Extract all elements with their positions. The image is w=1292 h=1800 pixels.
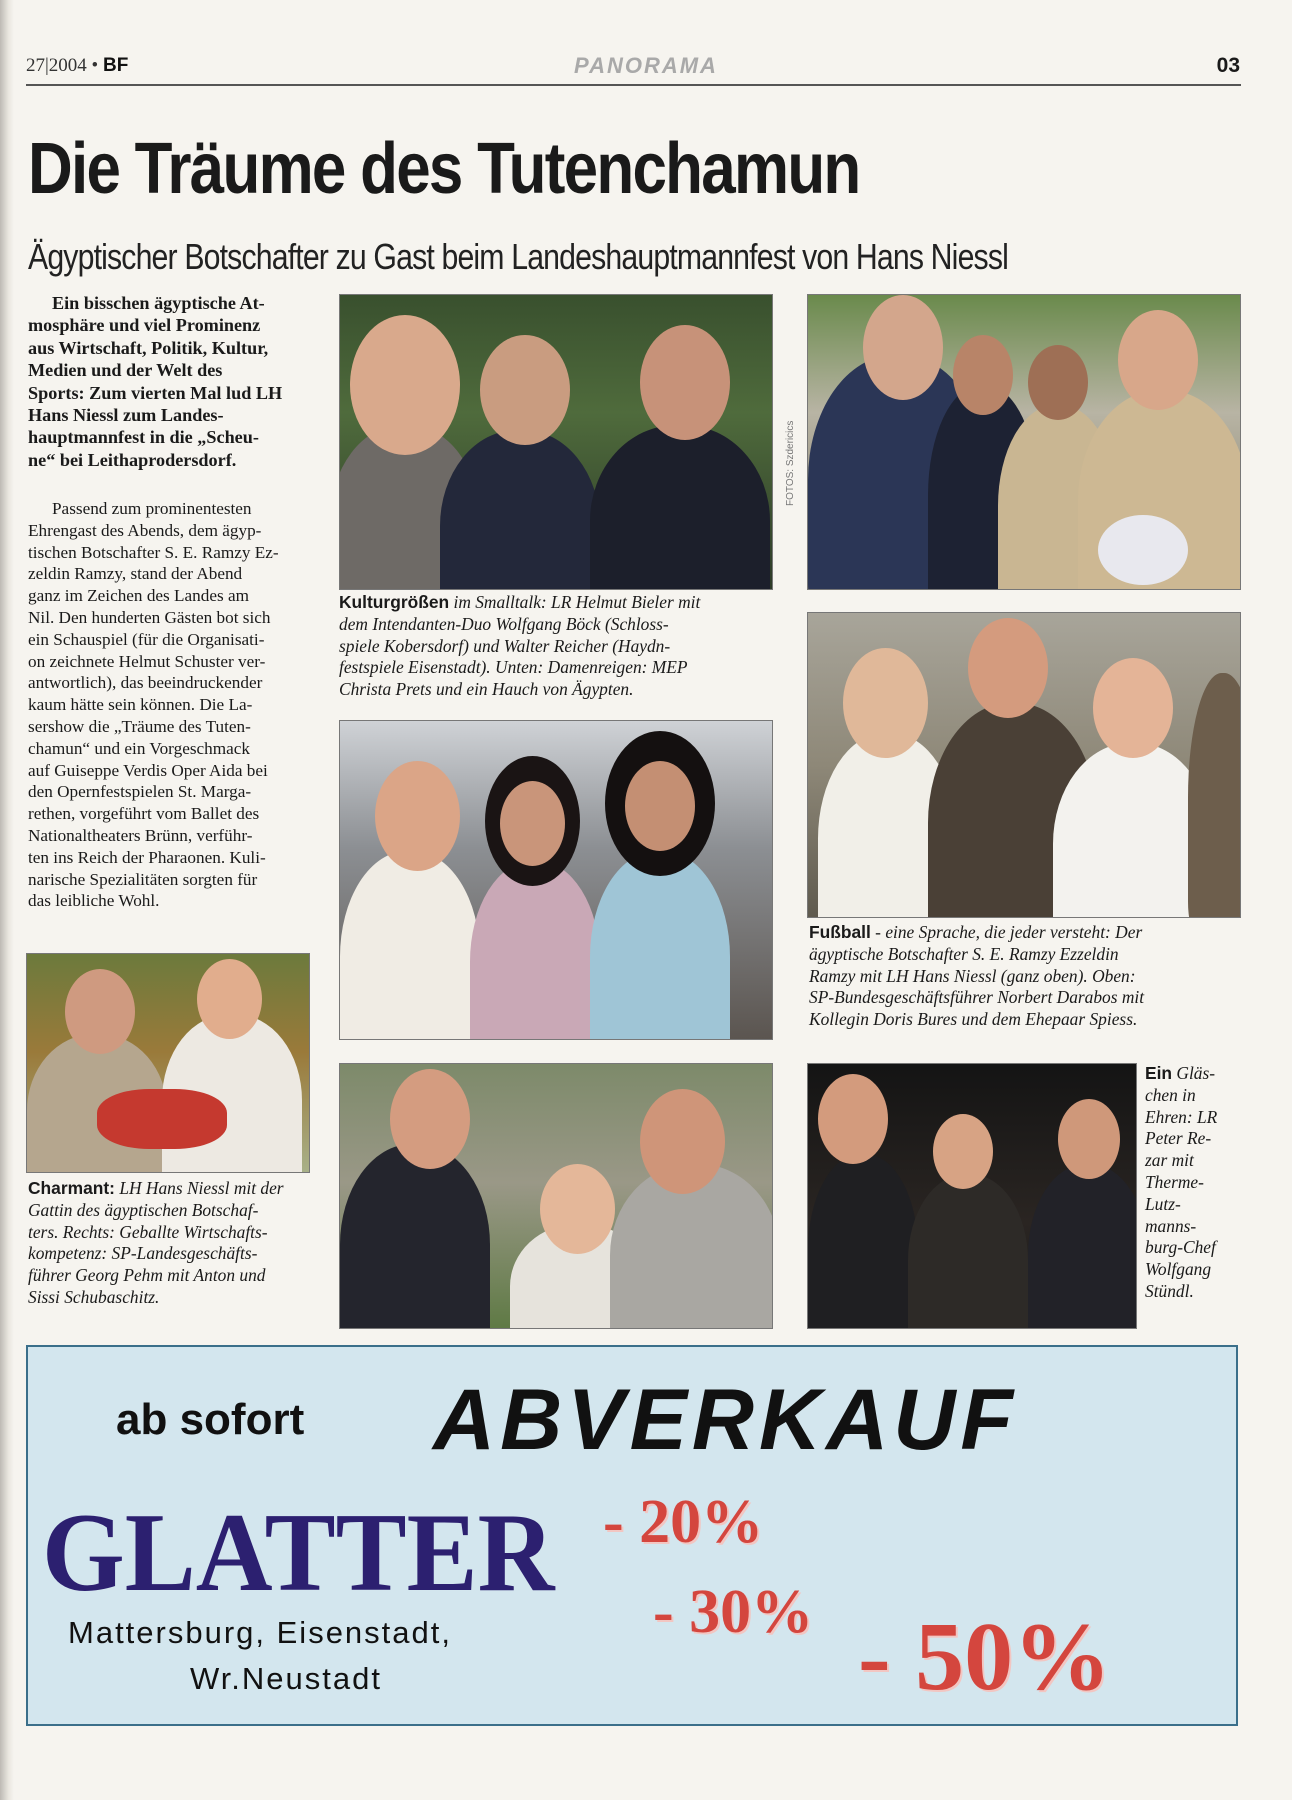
issue-number: 27|2004 •: [26, 55, 99, 76]
lead-line: mosphäre und viel Prominenz: [28, 315, 261, 336]
caption-line: Gläs-: [1172, 1063, 1216, 1083]
photo-wirtschaftskompetenz: [339, 1063, 773, 1329]
lead-line: Sports: Zum vierten Mal lud LH: [28, 382, 283, 403]
body-line: rethen, vorgeführt vom Ballet des: [28, 804, 260, 824]
caption-line: Christa Prets und ein Hauch von Ägypten.: [339, 679, 634, 700]
ad-locations-line2: Wr.Neustadt: [190, 1661, 383, 1696]
caption-line: ägyptische Botschafter S. E. Ramzy Ezzeldin: [809, 943, 1119, 964]
caption-line: Stündl.: [1145, 1280, 1194, 1301]
page-edge: [0, 0, 14, 1800]
caption-line: Lutz-: [1145, 1193, 1181, 1214]
caption-line: Sissi Schubaschitz.: [28, 1286, 160, 1307]
lead-line: ne“ bei Leithaprodersdorf.: [28, 449, 237, 470]
ad-ab-sofort: ab sofort: [116, 1395, 305, 1444]
caption-line: Ramzy mit LH Hans Niessl (ganz oben). Oben:: [809, 965, 1136, 986]
caption-line: führer Georg Pehm mit Anton und: [28, 1265, 266, 1286]
body-line: Nationaltheaters Brünn, verführ-: [28, 825, 253, 845]
photo-charmant: [26, 953, 310, 1173]
caption-line: SP-Bundesgeschäftsführer Norbert Darabos mit: [809, 987, 1145, 1008]
caption-line: dem Intendanten-Duo Wolfgang Böck (Schloss-: [339, 613, 669, 634]
caption-line: Ehren: LR: [1145, 1106, 1218, 1127]
subheadline: Ägyptischer Botschafter zu Gast beim Landeshauptmannfest von Hans Niessl: [28, 236, 1008, 277]
ad-brand-glatter: GLATTER: [42, 1491, 555, 1615]
caption-line: kompetenz: SP-Landesgeschäfts-: [28, 1243, 258, 1264]
caption-line: zar mit: [1145, 1150, 1194, 1171]
article-body: [28, 498, 306, 912]
lead-line: Ein bisschen ägyptische At-: [52, 293, 265, 313]
caption-line: Gattin des ägyptischen Botschaf-: [28, 1199, 259, 1220]
caption-glaeschen: [1145, 1063, 1245, 1303]
body-line: zeldin Ramzy, stand der Abend: [28, 564, 243, 584]
ad-discount-20: - 20%: [603, 1488, 764, 1556]
body-line: den Opernfestspielen St. Marga-: [28, 782, 252, 802]
lead-line: aus Wirtschaft, Politik, Kultur,: [28, 337, 269, 358]
photo-glaeschen: [807, 1063, 1137, 1329]
headline: Die Träume des Tutenchamun: [28, 129, 860, 209]
caption-line: burg-Chef: [1145, 1237, 1216, 1258]
ad-locations-line1: Mattersburg, Eisenstadt,: [68, 1615, 452, 1650]
body-line: ganz im Zeichen des Landes am: [28, 586, 249, 606]
lead-line: hauptmannfest in die „Scheu-: [28, 427, 259, 448]
body-line: kaum hätte sein können. Die La-: [28, 695, 253, 715]
body-line: Nil. Den hunderten Gästen bot sich: [28, 607, 271, 627]
caption-line: Wolfgang: [1145, 1259, 1212, 1280]
ad-discount-50: - 50%: [858, 1603, 1112, 1711]
caption-line: Therme-: [1145, 1171, 1204, 1192]
caption-line: festspiele Eisenstadt). Unten: Damenreigen: MEP: [339, 657, 688, 678]
body-line: narische Spezialitäten sorgten für: [28, 869, 258, 889]
photo-kulturgroessen: [339, 294, 773, 590]
body-line: auf Guiseppe Verdis Oper Aida bei: [28, 760, 268, 780]
caption-line: Kollegin Doris Bures und dem Ehepaar Spiess.: [809, 1009, 1138, 1030]
body-line: tischen Botschafter S. E. Ramzy Ez-: [28, 542, 279, 562]
body-line: Passend zum prominentesten: [52, 499, 252, 518]
caption-line: Peter Re-: [1145, 1128, 1212, 1149]
body-line: antwortlich), das beeindruckender: [28, 673, 263, 693]
lead-line: Medien und der Welt des: [28, 360, 223, 381]
caption-line: chen in: [1145, 1084, 1196, 1105]
body-line: Ehrengast des Abends, dem ägyp-: [28, 520, 262, 540]
body-line: sershow die „Träume des Tuten-: [28, 716, 251, 736]
body-line: ein Schauspiel (für die Organisati-: [28, 629, 265, 649]
caption-bold: Fußball: [809, 922, 871, 942]
caption-bold: Kulturgrößen: [339, 592, 450, 612]
photo-credit: FOTOS: Szdericics: [785, 420, 796, 506]
body-line: on zeichnete Helmut Schuster ver-: [28, 651, 266, 671]
caption-line: LH Hans Niessl mit der: [114, 1178, 284, 1198]
caption-line: - eine Sprache, die jeder versteht: Der: [870, 922, 1143, 942]
lead-line: Hans Niessl zum Landes-: [28, 405, 224, 426]
caption-kulturgroessen: [339, 592, 779, 701]
photo-fussball: [807, 294, 1241, 590]
publication-name: BF: [102, 55, 129, 76]
body-line: das leibliche Wohl.: [28, 891, 160, 911]
caption-line: im Smalltalk: LR Helmut Bieler mit: [449, 592, 701, 612]
caption-fussball: [809, 922, 1249, 1031]
article-lead: [28, 292, 306, 471]
ad-discount-30: - 30%: [653, 1578, 814, 1646]
photo-darabos-bures: [807, 612, 1241, 918]
caption-charmant: [28, 1178, 318, 1309]
header-rule: [26, 84, 1241, 86]
photo-damenreigen: [339, 720, 773, 1040]
caption-line: manns-: [1145, 1215, 1197, 1236]
body-line: ten ins Reich der Pharaonen. Kuli-: [28, 847, 266, 867]
ad-abverkauf: ABVERKAUF: [433, 1372, 1018, 1468]
caption-line: spiele Kobersdorf) und Walter Reicher (Haydn-: [339, 635, 671, 656]
page-number: 03: [1216, 54, 1240, 77]
section-name: PANORAMA: [574, 53, 718, 78]
caption-bold: Ein: [1145, 1063, 1173, 1083]
caption-bold: Charmant:: [28, 1178, 115, 1198]
advertisement-glatter[interactable]: [26, 1345, 1238, 1726]
body-line: chamun“ und ein Vorgeschmack: [28, 738, 250, 758]
caption-line: ters. Rechts: Geballte Wirtschafts-: [28, 1221, 268, 1242]
